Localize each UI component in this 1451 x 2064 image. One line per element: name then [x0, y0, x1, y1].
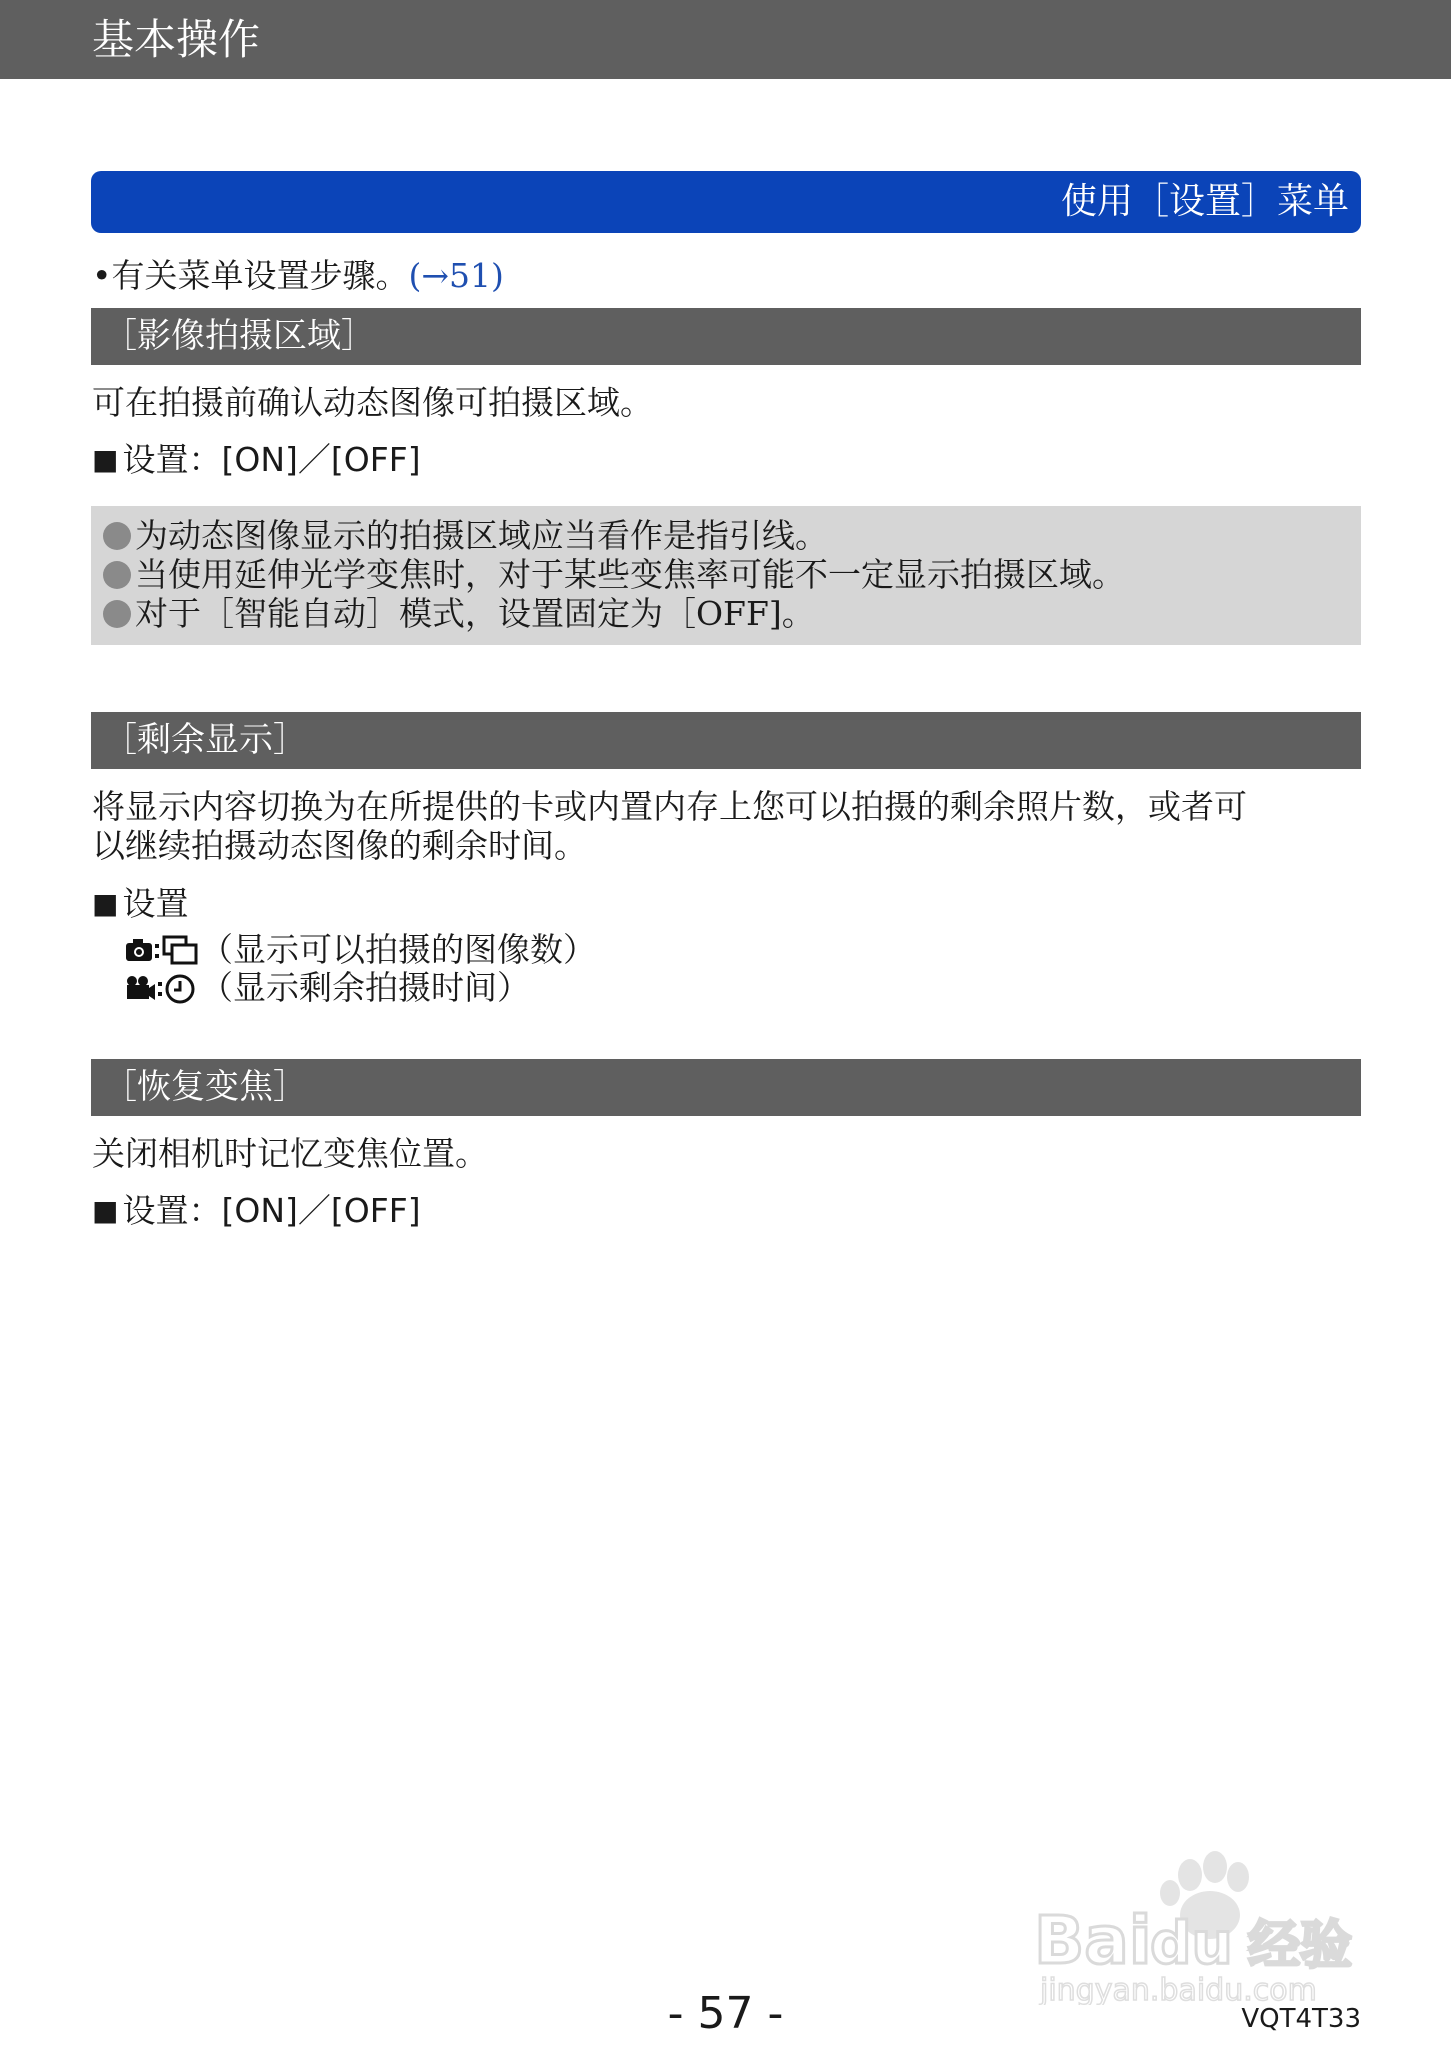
section-heading-zoom-resume	[91, 1059, 1361, 1116]
section-description-line: 以继续拍摄动态图像的剩余时间。	[92, 826, 587, 865]
section-heading-text: ［影像拍摄区域］	[103, 316, 375, 356]
document-code: VQT4T33	[1241, 2004, 1361, 2034]
intro-text: •有关菜单设置步骤。	[92, 256, 409, 295]
note-item: 为动态图像显示的拍摄区域应当看作是指引线。	[103, 516, 828, 556]
settings-values: [ON]／[OFF]	[221, 440, 421, 479]
option-text: （显示剩余拍摄时间）	[200, 968, 530, 1007]
square-bullet: ■	[92, 443, 119, 476]
banner-label: 使用［设置］菜单	[1060, 181, 1349, 222]
square-bullet: ■	[92, 887, 119, 920]
section-description: 可在拍摄前确认动态图像可拍摄区域。	[92, 383, 653, 422]
note-item: 对于［智能自动］模式，设置固定为［OFF]。	[103, 594, 815, 634]
svg-text:du: du	[1150, 1909, 1233, 1977]
settings-line	[92, 440, 421, 480]
svg-text:jingyan.baidu.com: jingyan.baidu.com	[1040, 1973, 1317, 2005]
settings-values: [ON]／[OFF]	[221, 1191, 421, 1230]
baidu-jingyan-watermark	[1030, 1845, 1365, 2005]
page-number: - 57 -	[667, 1988, 784, 2039]
bullet-dot-icon	[103, 522, 131, 550]
section-heading-text: ［剩余显示］	[103, 720, 307, 760]
section-heading-shooting-area	[91, 308, 1361, 365]
section-description: 关闭相机时记忆变焦位置。	[92, 1134, 488, 1173]
intro-line	[92, 256, 504, 296]
option-text: （显示可以拍摄的图像数）	[200, 930, 596, 969]
header-bar	[0, 0, 1451, 79]
settings-label: 设置：	[122, 1191, 222, 1230]
bullet-dot-icon	[103, 561, 131, 589]
settings-line	[92, 884, 188, 924]
page-reference-link[interactable]: (→51)	[408, 256, 504, 295]
settings-label: 设置：	[122, 440, 222, 479]
svg-text:经验: 经验	[1248, 1916, 1353, 1976]
settings-line	[92, 1191, 421, 1231]
section-banner	[91, 171, 1361, 233]
section-heading-remaining-display	[91, 712, 1361, 769]
section-heading-text: ［恢复变焦］	[103, 1067, 307, 1107]
bullet-dot-icon	[103, 600, 131, 628]
section-description-line: 将显示内容切换为在所提供的卡或内置内存上您可以拍摄的剩余照片数，或者可	[92, 787, 1247, 826]
svg-text:Bai: Bai	[1034, 1902, 1152, 1979]
note-item: 当使用延伸光学变焦时，对于某些变焦率可能不一定显示拍摄区域。	[103, 555, 1125, 595]
square-bullet: ■	[92, 1194, 119, 1227]
movie-remaining-time-icon	[124, 971, 200, 1014]
option-remaining-time	[124, 968, 530, 1014]
page-category-title: 基本操作	[92, 15, 261, 64]
settings-label: 设置	[122, 884, 189, 923]
notes-box	[91, 506, 1361, 645]
